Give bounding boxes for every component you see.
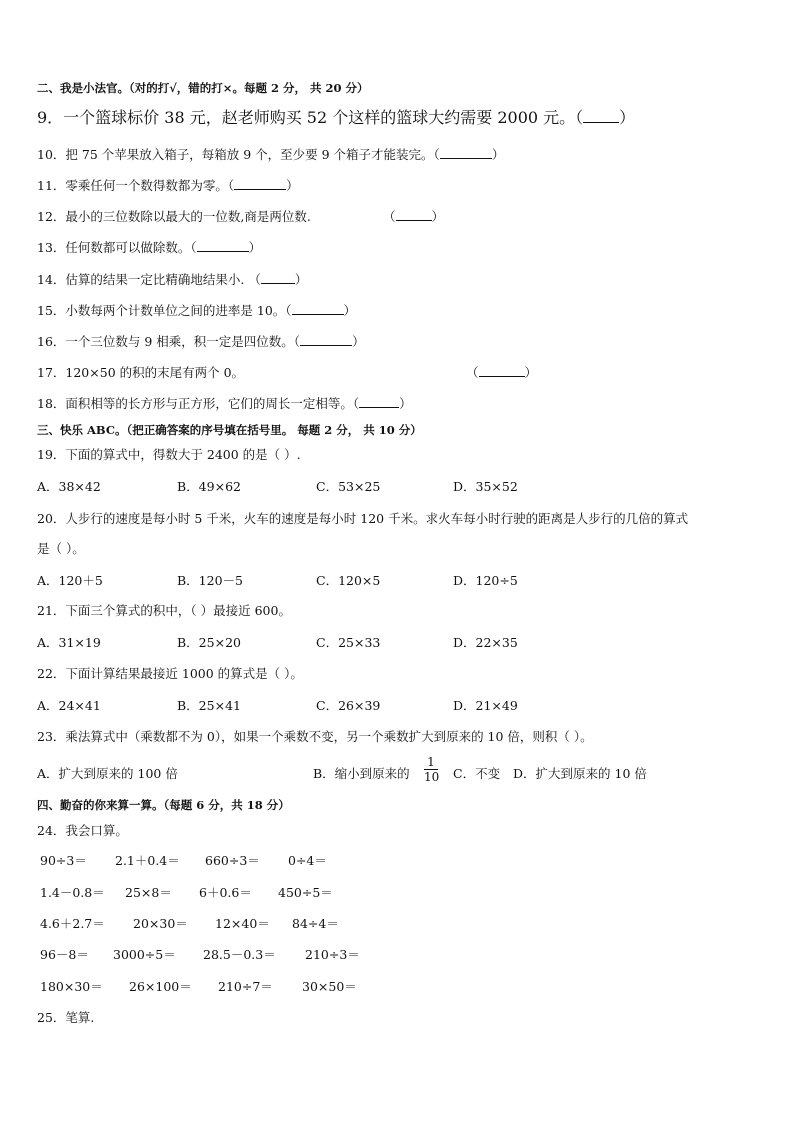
option-c[interactable]: C．53×25 xyxy=(316,479,381,494)
question-text: 9．一个篮球标价 38 元，赵老师购买 52 个这样的篮球大约需要 2000 元。（ xyxy=(37,108,584,127)
question-text: 17．120×50 的积的末尾有两个 0。 xyxy=(37,365,245,380)
option-d[interactable]: D．120÷5 xyxy=(453,573,518,588)
answer-blank[interactable] xyxy=(440,147,492,159)
question-13: 13．任何数都可以做除数。（ ） xyxy=(37,240,262,255)
oral-item: 450÷5＝ xyxy=(278,885,333,900)
question-20-stem-cont: 是（ ）。 xyxy=(37,541,85,556)
answer-blank[interactable] xyxy=(359,396,399,408)
question-text: 15．小数每两个计数单位之间的进率是 10。（ xyxy=(37,303,292,318)
answer-blank[interactable] xyxy=(197,240,249,252)
question-16: 16．一个三位数与 9 相乘，积一定是四位数。（ ） xyxy=(37,334,365,349)
answer-blank[interactable] xyxy=(300,334,352,346)
question-text: 18．面积相等的长方形与正方形，它们的周长一定相等。（ xyxy=(37,396,360,411)
option-b[interactable]: B．25×41 xyxy=(177,698,241,713)
option-c[interactable]: C．26×39 xyxy=(316,698,381,713)
option-a[interactable]: A．扩大到原来的 100 倍 xyxy=(37,766,178,781)
oral-item: 180×30＝ xyxy=(40,979,103,994)
answer-blank[interactable] xyxy=(479,365,525,377)
section-3-header: 三、快乐 ABC。（把正确答案的序号填在括号里。 每题 2 分， 共 10 分） xyxy=(37,423,422,437)
answer-blank[interactable] xyxy=(234,178,286,190)
oral-item: 26×100＝ xyxy=(129,979,192,994)
option-d[interactable]: D．22×35 xyxy=(453,635,518,650)
question-10: 10．把 75 个苹果放入箱子，每箱放 9 个，至少要 9 个箱子才能装完。（ ） xyxy=(37,147,505,162)
option-a[interactable]: A．120＋5 xyxy=(37,573,103,588)
question-text: 16．一个三位数与 9 相乘，积一定是四位数。（ xyxy=(37,334,301,349)
oral-item: 20×30＝ xyxy=(133,916,188,931)
question-23-stem: 23．乘法算式中（乘数都不为 0），如果一个乘数不变，另一个乘数扩大到原来的 10 倍，则积（ ）。 xyxy=(37,729,593,744)
question-15: 15．小数每两个计数单位之间的进率是 10。（ ） xyxy=(37,303,357,318)
answer-blank[interactable] xyxy=(261,272,295,284)
question-text: 12．最小的三位数除以最大的一位数,商是两位数. xyxy=(37,209,311,224)
question-24: 24．我会口算。 xyxy=(37,823,128,838)
oral-item: 1.4－0.8＝ xyxy=(40,885,105,900)
oral-item: 2.1＋0.4＝ xyxy=(115,853,180,868)
question-9: 9．一个篮球标价 38 元，赵老师购买 52 个这样的篮球大约需要 2000 元。（ ） xyxy=(37,108,636,127)
question-17 xyxy=(37,365,244,381)
option-b[interactable]: B．缩小到原来的 xyxy=(313,766,410,781)
question-17-answer: （ ） xyxy=(466,365,538,380)
option-b[interactable]: B．120－5 xyxy=(177,573,243,588)
question-19-stem: 19．下面的算式中，得数大于 2400 的是（ ）. xyxy=(37,447,301,462)
option-d[interactable]: D．21×49 xyxy=(453,698,518,713)
oral-item: 12×40＝ xyxy=(215,916,270,931)
oral-item: 3000÷5＝ xyxy=(113,947,176,962)
answer-blank[interactable] xyxy=(583,111,619,123)
oral-item: 6＋0.6＝ xyxy=(199,885,252,900)
option-c[interactable]: C．120×5 xyxy=(316,573,381,588)
option-c[interactable]: C．25×33 xyxy=(316,635,381,650)
oral-item: 660÷3＝ xyxy=(205,853,260,868)
oral-item: 210÷7＝ xyxy=(218,979,273,994)
question-14: 14．估算的结果一定比精确地结果小. （ ） xyxy=(37,272,308,287)
question-12-answer: （ ） xyxy=(383,209,445,224)
oral-item: 84÷4＝ xyxy=(292,916,339,931)
question-21-stem: 21．下面三个算式的积中，（ ）最接近 600。 xyxy=(37,603,291,618)
question-20-stem: 20．人步行的速度是每小时 5 千米，火车的速度是每小时 120 千米。求火车每小时行驶的距离是人步行的几倍的算式 xyxy=(37,511,689,526)
answer-blank[interactable] xyxy=(396,209,432,221)
question-12 xyxy=(37,209,311,225)
oral-item: 28.5－0.3＝ xyxy=(203,947,276,962)
question-text: 13．任何数都可以做除数。（ xyxy=(37,240,197,255)
option-a[interactable]: A．24×41 xyxy=(37,698,101,713)
question-text: 11．零乘任何一个数得数都为零。（ xyxy=(37,178,235,193)
option-a[interactable]: A．31×19 xyxy=(37,635,101,650)
option-a[interactable]: A．38×42 xyxy=(37,479,101,494)
option-c[interactable]: C．不变 xyxy=(453,766,501,781)
oral-item: 30×50＝ xyxy=(302,979,357,994)
question-text: 14．估算的结果一定比精确地结果小. （ xyxy=(37,272,261,287)
oral-item: 4.6＋2.7＝ xyxy=(40,916,105,931)
oral-item: 96－8＝ xyxy=(40,947,89,962)
question-18: 18．面积相等的长方形与正方形，它们的周长一定相等。（ ） xyxy=(37,396,412,411)
oral-item: 25×8＝ xyxy=(125,885,172,900)
answer-blank[interactable] xyxy=(292,303,344,315)
option-b[interactable]: B．49×62 xyxy=(177,479,241,494)
question-22-stem: 22．下面计算结果最接近 1000 的算式是（ ）。 xyxy=(37,666,303,681)
section-4-header: 四、勤奋的你来算一算。（每题 6 分，共 18 分） xyxy=(37,798,290,812)
fraction-one-tenth: $\frac{1}{10}$ xyxy=(424,755,440,784)
question-text: 10．把 75 个苹果放入箱子，每箱放 9 个，至少要 9 个箱子才能装完。（ xyxy=(37,147,440,162)
question-11: 11．零乘任何一个数得数都为零。（ ） xyxy=(37,178,299,193)
option-b[interactable]: B．25×20 xyxy=(177,635,241,650)
oral-item: 90÷3＝ xyxy=(40,853,87,868)
oral-item: 0÷4＝ xyxy=(288,853,327,868)
option-d[interactable]: D．35×52 xyxy=(453,479,518,494)
section-2-header: 二、我是小法官。（对的打√，错的打×。每题 2 分， 共 20 分） xyxy=(37,81,369,95)
oral-item: 210÷3＝ xyxy=(305,947,360,962)
option-d[interactable]: D．扩大到原来的 10 倍 xyxy=(513,766,647,781)
question-25: 25．笔算. xyxy=(37,1010,95,1025)
